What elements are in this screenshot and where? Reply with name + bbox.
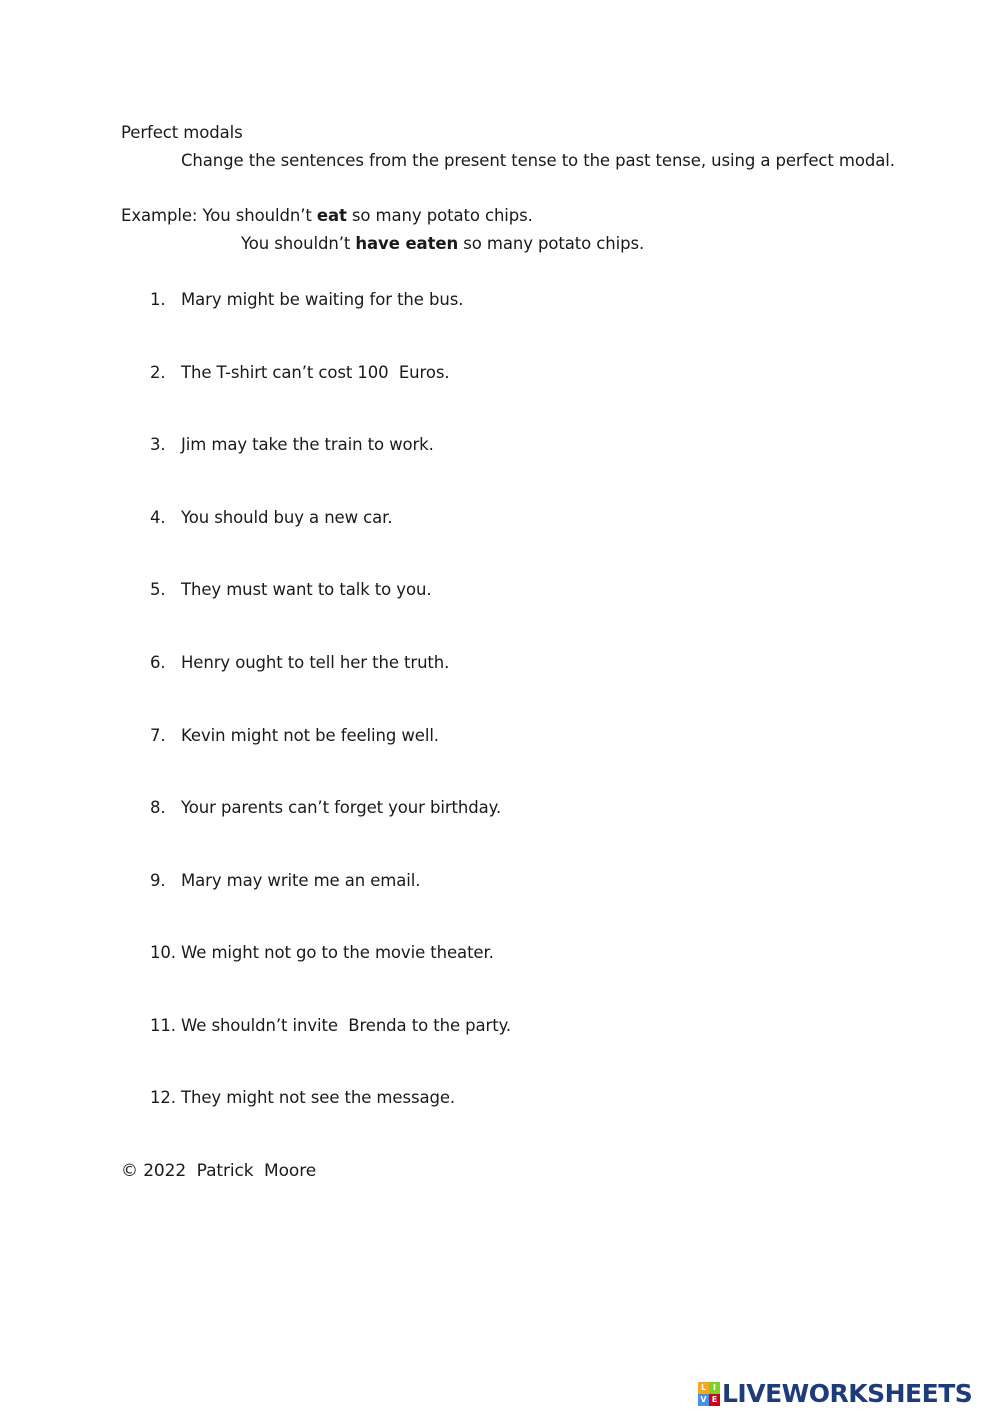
item-text: Henry ought to tell her the truth.	[181, 653, 450, 672]
item-number: 5.	[150, 580, 166, 599]
brand-name: LIVEWORKSHEETS	[722, 1379, 973, 1408]
liveworksheets-brand	[698, 1379, 972, 1409]
item-number: 8.	[150, 798, 166, 817]
item-text: We might not go to the movie theater.	[181, 943, 494, 962]
example-suffix: so many potato chips.	[346, 206, 533, 225]
logo-letter: E	[709, 1394, 720, 1406]
item-text: Mary may write me an email.	[181, 871, 421, 890]
item-number: 10.	[150, 943, 176, 962]
exercise-item	[150, 508, 392, 528]
item-number: 1.	[150, 290, 166, 309]
instructions: Change the sentences from the present tense to the past tense, using a perfect modal.	[181, 151, 895, 170]
item-text: The T-shirt can’t cost 100 Euros.	[181, 363, 450, 382]
item-number: 11.	[150, 1016, 176, 1035]
item-text: Mary might be waiting for the bus.	[181, 290, 464, 309]
item-number: 4.	[150, 508, 166, 527]
item-number: 3.	[150, 435, 166, 454]
example-answer	[241, 234, 644, 254]
example-verb: eat	[316, 206, 347, 225]
item-number: 7.	[150, 726, 166, 745]
item-text: We shouldn’t invite Brenda to the party.	[181, 1016, 512, 1035]
exercise-item	[150, 653, 449, 673]
item-number: 12.	[150, 1088, 176, 1107]
exercise-item	[150, 726, 439, 746]
exercise-item	[150, 1016, 511, 1036]
exercise-item	[150, 798, 501, 818]
item-text: Kevin might not be feeling well.	[181, 726, 439, 745]
copyright: © 2022 Patrick Moore	[121, 1161, 317, 1181]
exercise-item	[150, 943, 494, 963]
logo-letter: L	[698, 1382, 709, 1394]
exercise-item	[150, 871, 420, 891]
liveworksheets-logo-icon	[698, 1382, 720, 1406]
exercise-item	[150, 290, 463, 310]
item-number: 2.	[150, 363, 166, 382]
item-text: Your parents can’t forget your birthday.	[181, 798, 502, 817]
page-title: Perfect modals	[121, 123, 243, 142]
item-text: You should buy a new car.	[181, 508, 393, 527]
item-text: Jim may take the train to work.	[181, 435, 434, 454]
exercise-item	[150, 1088, 455, 1108]
exercise-item	[150, 580, 431, 600]
exercise-item	[150, 435, 434, 455]
example-answer-verb: have eaten	[355, 234, 459, 253]
item-text: They might not see the message.	[181, 1088, 456, 1107]
exercise-item	[150, 363, 450, 383]
example-sentence	[121, 206, 533, 226]
item-number: 6.	[150, 653, 166, 672]
example-answer-suffix: so many potato chips.	[458, 234, 645, 253]
item-number: 9.	[150, 871, 166, 890]
logo-letter: I	[709, 1382, 720, 1394]
example-answer-prefix: You shouldn’t	[241, 234, 356, 253]
item-text: They must want to talk to you.	[181, 580, 432, 599]
logo-letter: V	[698, 1394, 709, 1406]
example-prefix: Example: You shouldn’t	[121, 206, 317, 225]
